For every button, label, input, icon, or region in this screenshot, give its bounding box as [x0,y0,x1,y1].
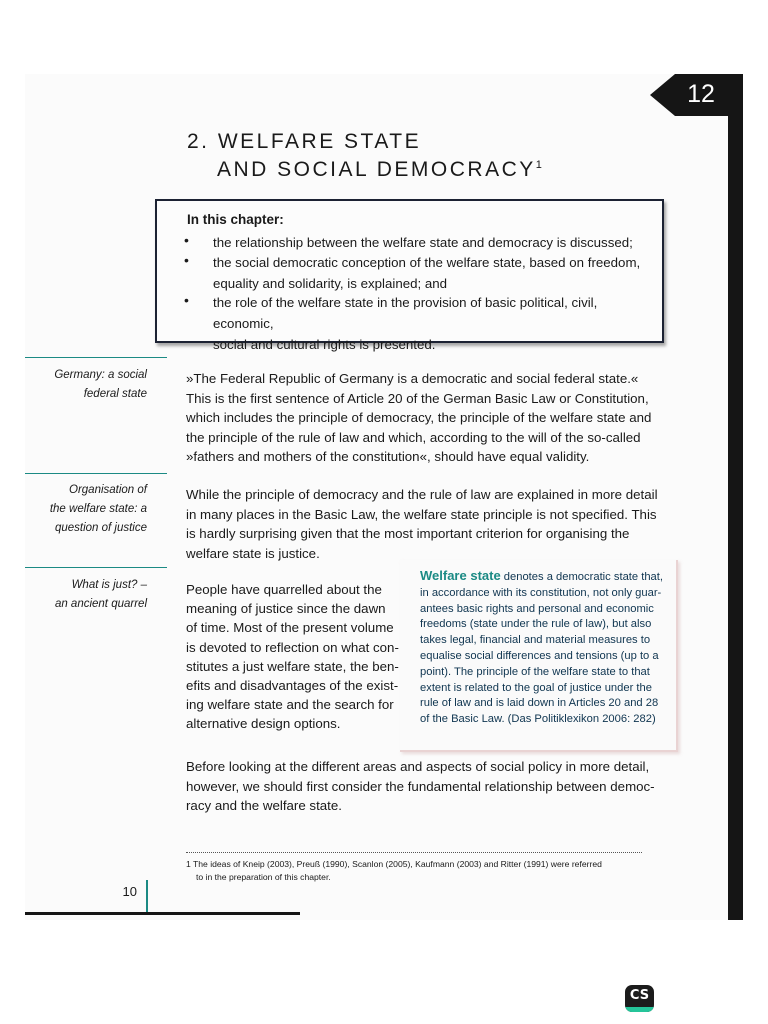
summary-bullet-3: the role of the welfare state in the provision of basic political, civil, economic, social and cultural rights is presented. [213,295,598,352]
margin-note-germany: Germany: a social federal state [54,369,147,400]
bullet-dot-icon: • [184,252,189,268]
chapter-summary-heading: In this chapter: [187,212,284,227]
margin-rule [25,357,167,358]
page-number: 10 [122,884,137,899]
chapter-number: 12 [687,80,715,108]
footnote-divider [186,852,642,853]
paragraph-basic-law: »The Federal Republic of Germany is a democratic and social federal state.« This is the first sentence of Article 20 of the German Basic Law or Constitution, which includes the principle of democracy, the principle of the welfare state and the principle of the rule of law and which, according to the will of the so-called »fathers and mothers of the constitution«, should have equal validity. [186,371,652,464]
margin-rule [25,567,167,568]
page-edge-bar [728,74,743,920]
paragraph-welfare-principle: While the principle of democracy and the rule of law are explained in more detail in many places in the Basic Law, the welfare state principle is not specified. This is hardly surprising given that the most important criterion for organising the welfare state is justice. [186,487,658,561]
definition-term: Welfare state [420,568,501,583]
chapter-title-line-1: 2. WELFARE STATE [187,130,422,153]
title-footnote-mark: 1 [535,159,542,171]
page-bottom-rule [25,912,300,915]
definition-welfare-state: Welfare state denotes a democratic state that, in accordance with its constitution, not only guar- antees basic rights and personal and economic freedoms (state under the rule of law), but also takes legal, financial and material measures to equalise social differences and tensions (up to a point). The principle of the welfare state to that extent is related to the goal of justice under the rule of law and is laid down in Articles 20 and 28 of the Basic Law. (Das Politiklexikon 2006: 282) [420,568,664,726]
paragraph-justice-quarrel: People have quarrelled about the meaning of justice since the dawn of time. Most of the present volume is devoted to reflection on what con- stitutes a just welfare state, the ben- efits and disadvantages of the exist- ing welfare state and the search for alternative design options. [186,582,399,732]
footnote: 1 The ideas of Kneip (2003), Preuß (1990), Scanlon (2005), Kaufmann (2003) and Ritter (1991) were referred to in the preparation of this chapter. [186,859,602,882]
chapter-title-line-2: AND SOCIAL DEMOCRACY$^1$ [217,158,542,181]
margin-note-justice: What is just? – an ancient quarrel [54,579,147,610]
bullet-dot-icon: • [184,292,189,308]
camscanner-logo-icon: CS [625,985,654,1012]
bullet-dot-icon: • [184,232,189,248]
paragraph-democracy-relationship: Before looking at the different areas and aspects of social policy in more detail, however, we should first consider the fundamental relationship between democ- racy and the welfare state. [186,759,655,813]
margin-note-organisation: Organisation of the welfare state: a question of justice [49,484,147,534]
margin-rule [25,473,167,474]
summary-bullet-1: the relationship between the welfare state and democracy is discussed; [213,235,633,250]
summary-bullet-2: the social democratic conception of the welfare state, based on freedom, equality and solidarity, is explained; and [213,255,641,291]
page-number-rule [146,880,148,914]
